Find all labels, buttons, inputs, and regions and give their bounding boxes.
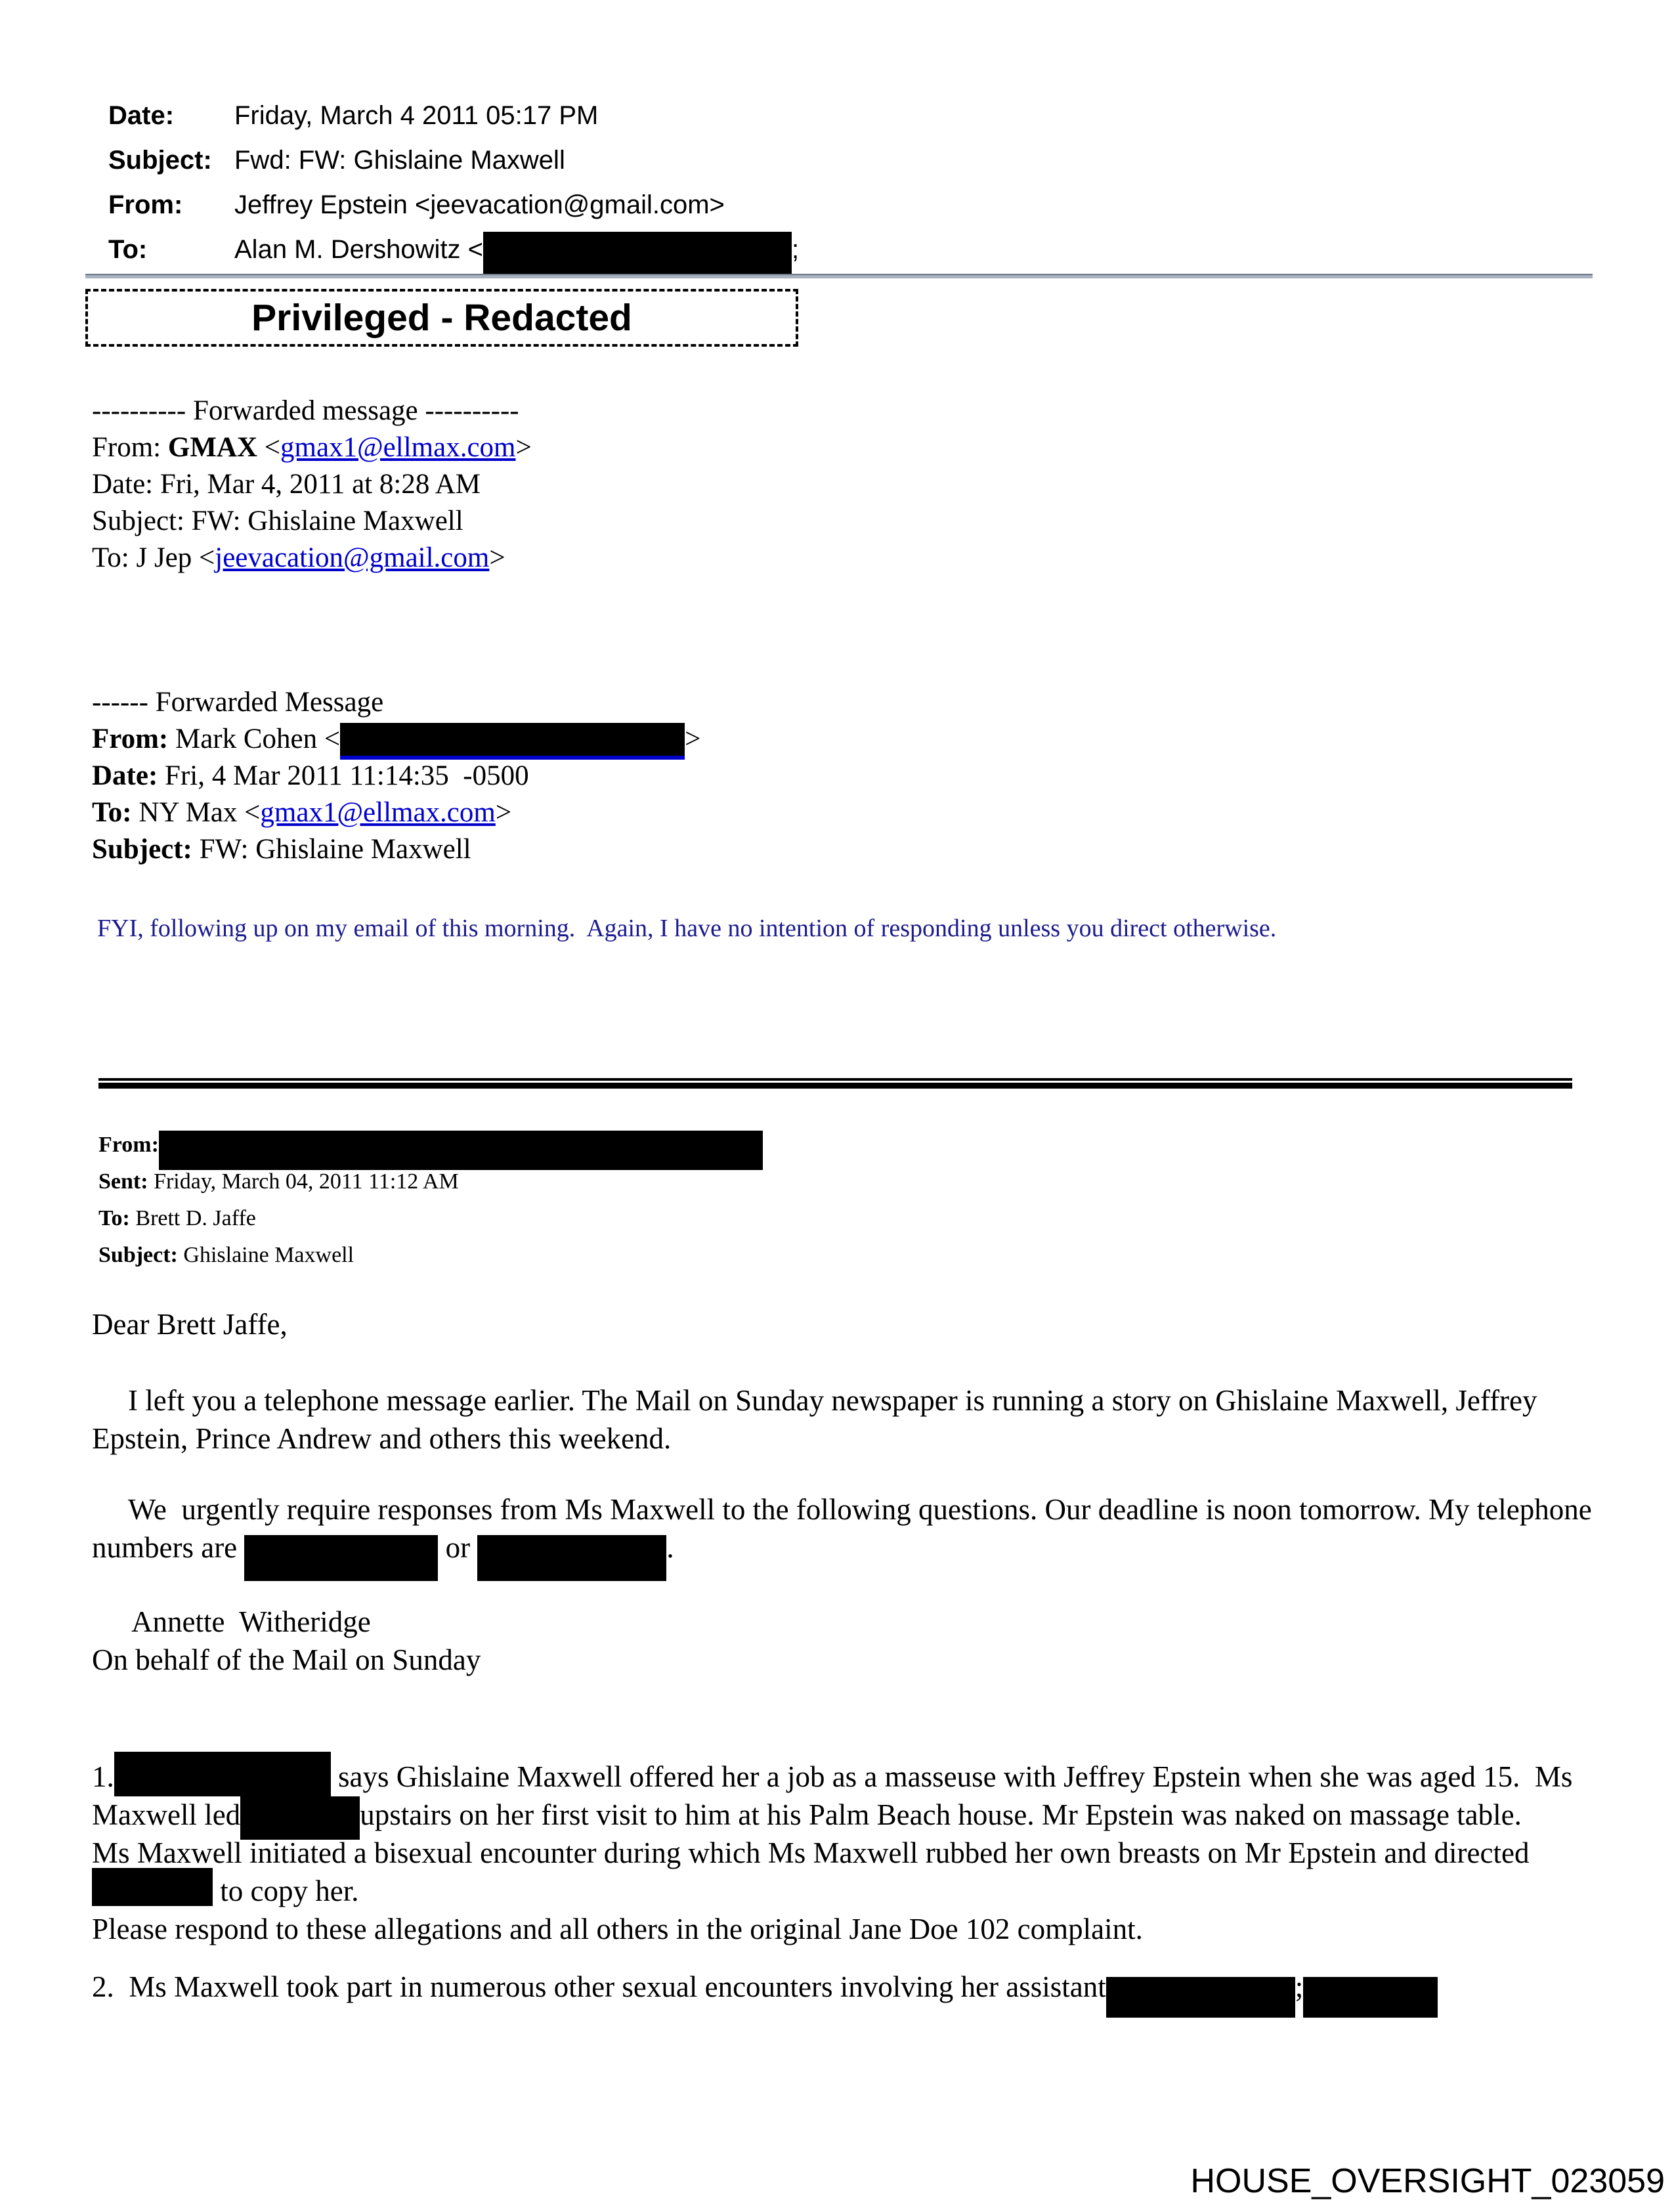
item2-text-a: 2. Ms Maxwell took part in numerous other sexual encounters involving her assistant [92, 1970, 1106, 2003]
subject-value: Fwd: FW: Ghislaine Maxwell [234, 146, 565, 175]
privileged-redacted-label: Privileged - Redacted [251, 297, 632, 339]
email-header [108, 93, 799, 272]
rule-bottom-line [98, 1083, 1572, 1089]
salutation: Dear Brett Jaffe, [92, 1308, 288, 1341]
fwd2-date-line [92, 758, 700, 794]
fwd2-subject-label: Subject: [92, 834, 192, 865]
paragraph-deadline [92, 1490, 1602, 1567]
email3-subject-value: Ghislaine Maxwell [177, 1243, 354, 1267]
fwd2-date-value: Fri, 4 Mar 2011 11:14:35 -0500 [158, 760, 529, 791]
email3-sent-label: Sent: [98, 1169, 148, 1194]
fwd1-to-suffix: > [489, 542, 505, 573]
header-to-row [108, 227, 799, 272]
email3-subject-line [98, 1237, 763, 1274]
fwd1-separator: ---------- Forwarded message ---------- [92, 395, 519, 426]
item1-number: 1. [92, 1760, 114, 1793]
item1-text-a: says Ghislaine Maxwell offered her a job as a masseuse with Jeffrey Epstein when she was aged 15. Ms Maxwell led [92, 1760, 1580, 1831]
date-label: Date: [108, 101, 175, 130]
fwd2-subject-line [92, 831, 700, 868]
email3-subject-label: Subject: [98, 1243, 178, 1267]
question-1-part-3: Please respond to these allegations and all others in the original Jane Doe 102 complaint. [92, 1913, 1143, 1945]
from-label: From: [108, 190, 183, 219]
fwd1-from-name: GMAX [167, 432, 258, 463]
fwd2-from-line [92, 721, 700, 758]
fwd1-date-line: Date: Fri, Mar 4, 2011 at 8:28 AM [92, 469, 481, 500]
fwd2-to-pre: NY Max < [131, 797, 261, 828]
header-date-row [108, 93, 799, 138]
para2-text-c: . [666, 1531, 674, 1564]
fwd1-from-line [92, 429, 532, 466]
letter-body [92, 1305, 1602, 2006]
email3-sent-value: Friday, March 04, 2011 11:12 AM [148, 1169, 459, 1194]
fwd2-to-suffix: > [495, 797, 512, 828]
email3-to-label: To: [98, 1206, 130, 1230]
email3-from-line [98, 1127, 763, 1163]
para2-text-b: or [438, 1531, 478, 1564]
original-email-header [98, 1127, 763, 1274]
to-label: To: [108, 235, 148, 264]
question-1-part-2 [92, 1834, 1602, 1910]
fwd1-subject-line: Subject: FW: Ghislaine Maxwell [92, 506, 463, 536]
question-2 [92, 1968, 1602, 2006]
signature-name: Annette Witheridge [131, 1605, 371, 1638]
item1-text-b: upstairs on her first visit to him at his Palm Beach house. Mr Epstein was naked on massage table. [360, 1798, 1522, 1831]
fyi-note: FYI, following up on my email of this morning. Again, I have no intention of responding unless you direct otherwise. [97, 915, 1277, 942]
fwd2-to-email-link[interactable]: gmax1@ellmax.com [260, 797, 496, 828]
forwarded-message-2 [92, 684, 700, 868]
fwd2-from-pre: Mark Cohen < [168, 724, 341, 754]
fwd1-to-prefix: To: J Jep < [92, 542, 215, 573]
fwd1-to-email-link[interactable]: jeevacation@gmail.com [215, 542, 490, 573]
header-from-row [108, 183, 799, 227]
paragraph-intro: I left you a telephone message earlier. The Mail on Sunday newspaper is running a story on Ghislaine Maxwell, Jeffrey Epstein, Prince Andrew and others this weekend. [92, 1384, 1545, 1455]
section-divider-rule [98, 1078, 1572, 1089]
fwd1-from-label: From: [92, 432, 168, 463]
bates-number: HOUSE_OVERSIGHT_023059 [1190, 2162, 1665, 2200]
fwd2-from-label: From: [92, 724, 169, 754]
to-value-suffix: ; [792, 235, 800, 264]
para2-text-a: We urgently require responses from Ms Maxwell to the following questions. Our deadline is noon tomorrow. My telephone numbers are [92, 1493, 1599, 1564]
fwd1-to-line [92, 540, 532, 576]
email3-to-value: Brett D. Jaffe [129, 1206, 256, 1230]
header-subject-row [108, 138, 799, 183]
fwd1-from-email-link[interactable]: gmax1@ellmax.com [280, 432, 516, 463]
fwd2-to-line [92, 794, 700, 831]
header-divider-line [85, 274, 1593, 278]
to-value-prefix: Alan M. Dershowitz < [234, 235, 484, 264]
question-1-part-1 [92, 1758, 1602, 1834]
from-value: Jeffrey Epstein <jeevacation@gmail.com> [234, 190, 725, 219]
fwd2-to-label: To: [92, 797, 132, 828]
item2-separator: ; [1295, 1970, 1304, 2003]
fwd2-date-label: Date: [92, 760, 158, 791]
fwd2-subject-value: FW: Ghislaine Maxwell [192, 834, 471, 865]
privileged-redacted-stamp [85, 289, 798, 347]
forwarded-message-1 [92, 393, 532, 576]
item1-text-d: to copy her. [213, 1875, 359, 1907]
email3-to-line [98, 1200, 763, 1237]
item1-text-c: Ms Maxwell initiated a bisexual encounter during which Ms Maxwell rubbed her own breasts on Mr Epstein and directed [92, 1836, 1537, 1869]
fwd2-separator: ------ Forwarded Message [92, 687, 384, 718]
fwd2-from-gt: > [685, 724, 701, 754]
fwd1-from-lt: < [257, 432, 281, 463]
fwd1-from-gt: > [515, 432, 532, 463]
subject-label: Subject: [108, 146, 212, 175]
date-value: Friday, March 4 2011 05:17 PM [234, 101, 599, 130]
signature-org: On behalf of the Mail on Sunday [92, 1643, 481, 1676]
email3-from-label: From: [98, 1133, 159, 1157]
